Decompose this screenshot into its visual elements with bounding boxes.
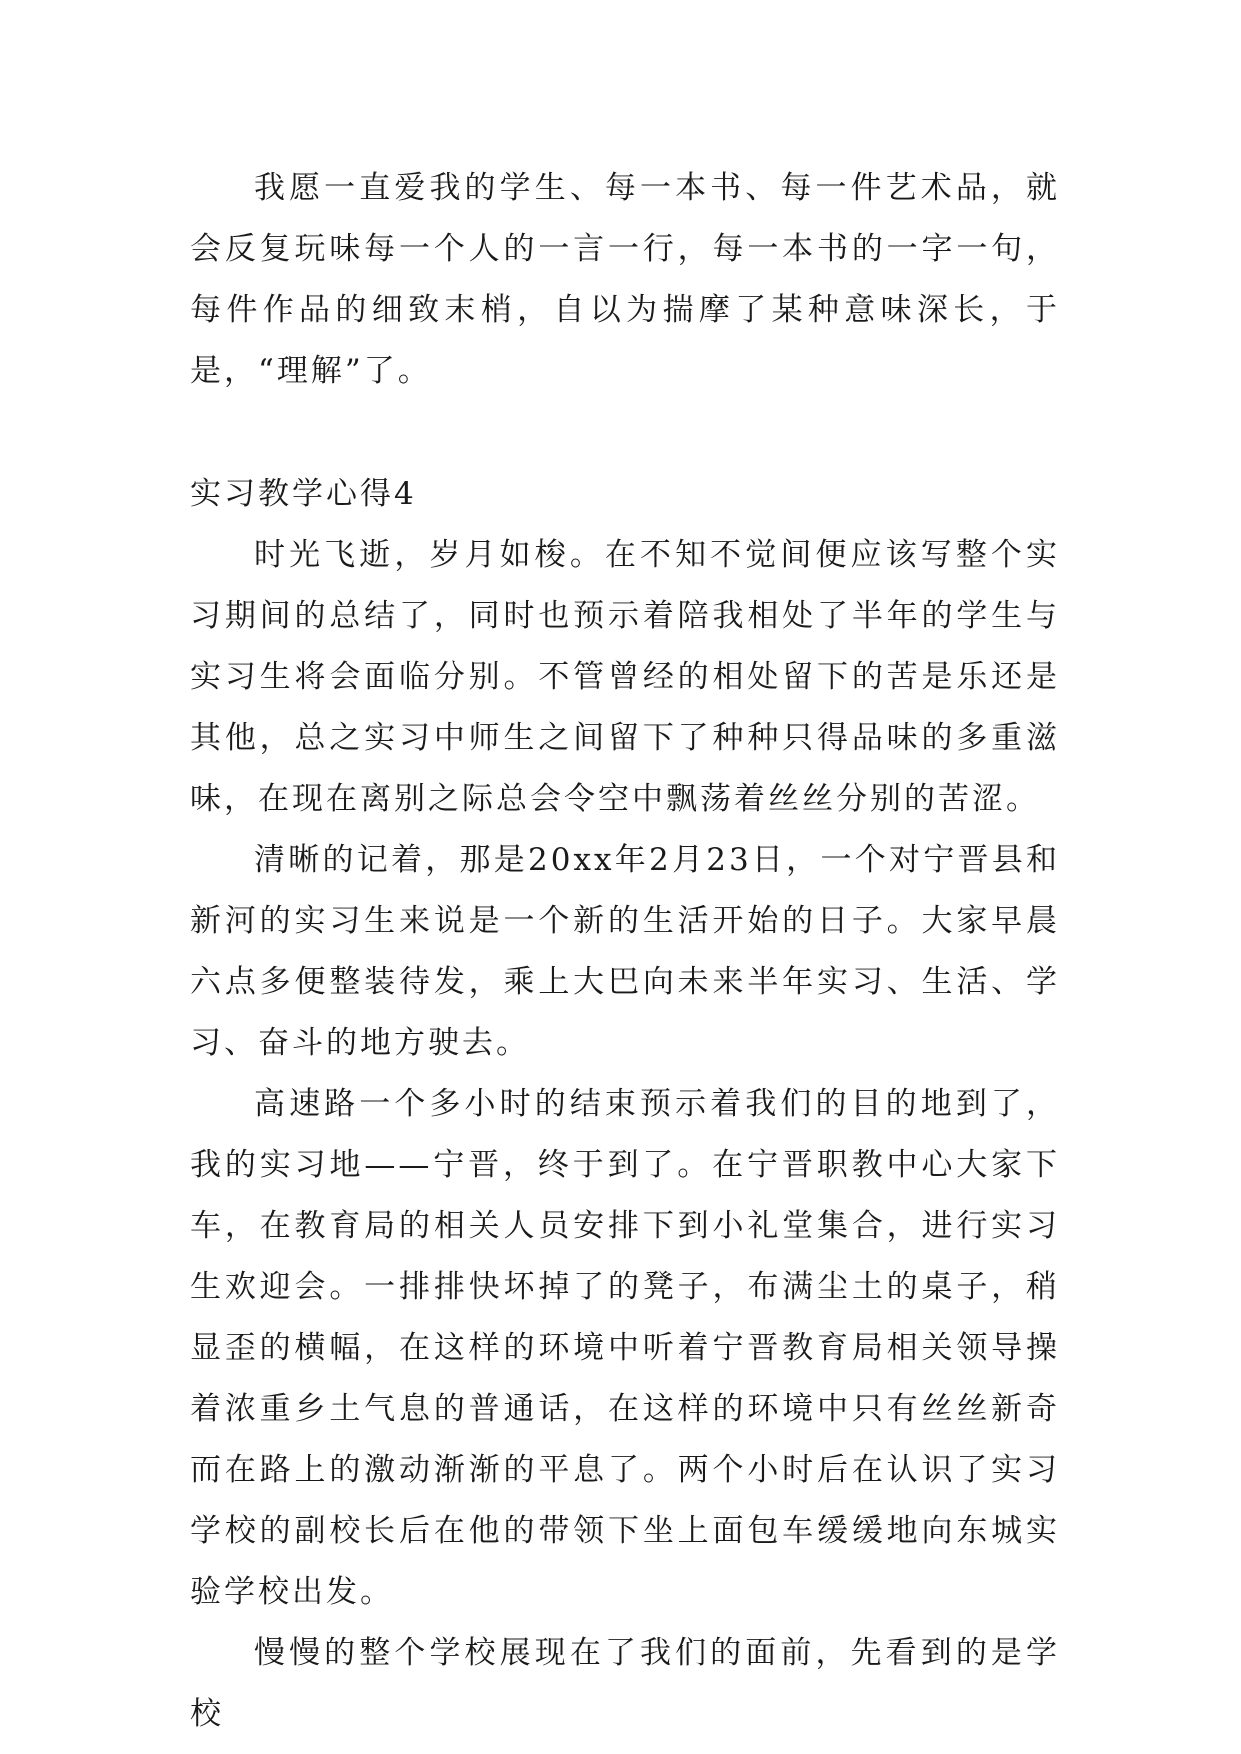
document-body xyxy=(190,158,1060,1745)
paragraph: 慢慢的整个学校展现在了我们的面前，先看到的是学校 xyxy=(190,1635,1060,1732)
paragraph: 清晰的记着，那是20xx年2月23日，一个对宁晋县和新河的实习生来说是一个新的生活开始的日子。大家早晨六点多便整装待发，乘上大巴向未来半年实习、生活、学习、奋斗的地方驶去。 xyxy=(190,842,1060,1061)
paragraph: 时光飞逝，岁月如梭。在不知不觉间便应该写整个实习期间的总结了，同时也预示着陪我相处了半年的学生与实习生将会面临分别。不管曾经的相处留下的苦是乐还是其他，总之实习中师生之间留下了种种只得品味的多重滋味，在现在离别之际总会令空中飘荡着丝丝分别的苦涩。 xyxy=(190,537,1060,817)
paragraph-intro: 我愿一直爱我的学生、每一本书、每一件艺术品，就会反复玩味每一个人的一言一行，每一本书的一字一句，每件作品的细致末梢，自以为揣摩了某种意味深长，于是，“理解”了。 xyxy=(190,170,1060,389)
paragraph: 高速路一个多小时的结束预示着我们的目的地到了，我的实习地——宁晋，终于到了。在宁晋职教中心大家下车，在教育局的相关人员安排下到小礼堂集合，进行实习生欢迎会。一排排快坏掉了的凳子，布满尘土的桌子，稍显歪的横幅，在这样的环境中听着宁晋教育局相关领导操着浓重乡土气息的普通话，在这样的环境中只有丝丝新奇而在路上的激动渐渐的平息了。两个小时后在认识了实习学校的副校长后在他的带领下坐上面包车缓缓地向东城实验学校出发。 xyxy=(190,1086,1060,1610)
section-title: 实习教学心得4 xyxy=(190,476,417,512)
